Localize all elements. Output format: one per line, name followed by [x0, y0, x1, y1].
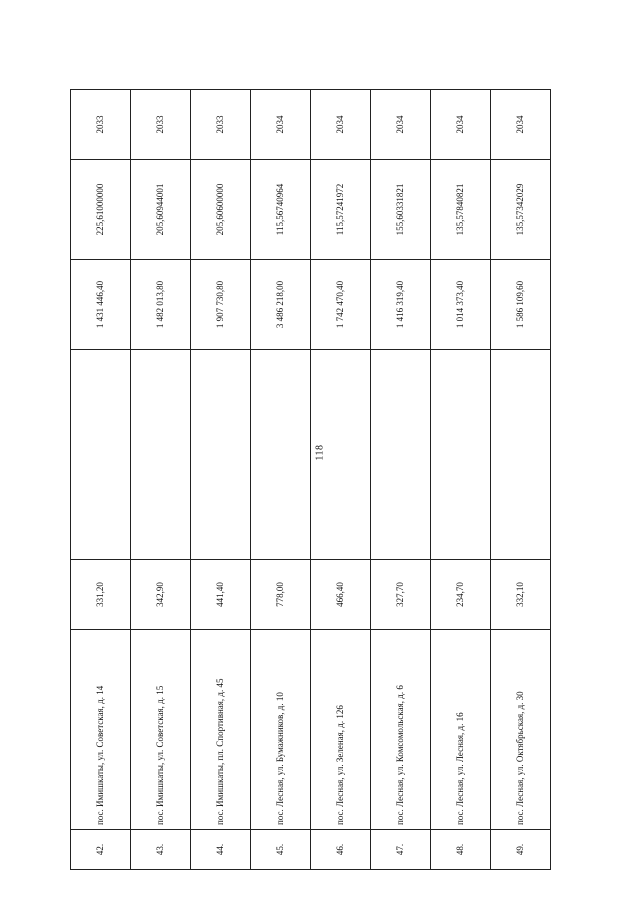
year-cell: 2033 [131, 90, 191, 160]
cost-cell: 1 907 730,80 [191, 260, 251, 350]
year-cell: 2033 [71, 90, 131, 160]
area-cell: 441,40 [191, 560, 251, 630]
address-cell: пос. Лесная, ул. Зеленая, д. 126 [311, 630, 371, 830]
rate-cell: 205,60600000 [191, 160, 251, 260]
area-cell: 332,10 [491, 560, 551, 630]
table-row [131, 90, 191, 870]
row-number: 45. [251, 830, 311, 870]
table-row [311, 90, 371, 870]
year-cell: 2034 [311, 90, 371, 160]
rotated-table-panel [70, 90, 550, 870]
year-cell: 2034 [431, 90, 491, 160]
cost-cell: 1 431 446,40 [71, 260, 131, 350]
page-number: 118 [314, 444, 326, 461]
table-container [70, 90, 550, 870]
work-description-cell [431, 350, 491, 560]
rate-cell: 115,56740964 [251, 160, 311, 260]
table-row [491, 90, 551, 870]
table-row [71, 90, 131, 870]
cost-cell: 1 586 109,60 [491, 260, 551, 350]
row-number: 48. [431, 830, 491, 870]
area-cell: 331,20 [71, 560, 131, 630]
table-row [431, 90, 491, 870]
rate-cell: 205,60944001 [131, 160, 191, 260]
row-number: 42. [71, 830, 131, 870]
rate-cell: 135,57342029 [491, 160, 551, 260]
cost-cell: 1 482 013,80 [131, 260, 191, 350]
rate-cell: 155,60331821 [371, 160, 431, 260]
address-cell: пос. Имишкаты, ул. Советская, д. 15 [131, 630, 191, 830]
address-cell: пос. Лесная, ул. Комсомольская, д. 6 [371, 630, 431, 830]
table-body [71, 90, 551, 870]
work-description-cell [491, 350, 551, 560]
row-number: 43. [131, 830, 191, 870]
table-row [371, 90, 431, 870]
year-cell: 2034 [491, 90, 551, 160]
cost-cell: 1 416 319,40 [371, 260, 431, 350]
row-number: 44. [191, 830, 251, 870]
year-cell: 2034 [371, 90, 431, 160]
year-cell: 2034 [251, 90, 311, 160]
work-description-cell [131, 350, 191, 560]
area-cell: 327,70 [371, 560, 431, 630]
work-description-cell [371, 350, 431, 560]
area-cell: 778,00 [251, 560, 311, 630]
address-cell: пос. Лесная, ул. Бумажников, д. 10 [251, 630, 311, 830]
row-number: 47. [371, 830, 431, 870]
row-number: 49. [491, 830, 551, 870]
cost-cell: 3 486 218,00 [251, 260, 311, 350]
address-cell: пос. Лесная, ул. Лесная, д. 16 [431, 630, 491, 830]
cost-cell: 1 014 373,40 [431, 260, 491, 350]
address-cell: пос. Имишкаты, ул. Советская, д. 14 [71, 630, 131, 830]
work-schedule-table [70, 89, 551, 870]
table-row [251, 90, 311, 870]
table-row [191, 90, 251, 870]
area-cell: 466,40 [311, 560, 371, 630]
work-description-cell [251, 350, 311, 560]
rate-cell: 225,61000000 [71, 160, 131, 260]
address-cell: пос. Лесная, ул. Октябрьская, д. 30 [491, 630, 551, 830]
cost-cell: 1 742 470,40 [311, 260, 371, 350]
area-cell: 234,70 [431, 560, 491, 630]
area-cell: 342,90 [131, 560, 191, 630]
work-description-cell [311, 350, 371, 560]
row-number: 46. [311, 830, 371, 870]
year-cell: 2033 [191, 90, 251, 160]
work-description-cell [191, 350, 251, 560]
work-description-cell [71, 350, 131, 560]
rate-cell: 135,57840821 [431, 160, 491, 260]
rate-cell: 115,57241972 [311, 160, 371, 260]
address-cell: пос. Имишкаты, пл. Спортивная, д. 45 [191, 630, 251, 830]
